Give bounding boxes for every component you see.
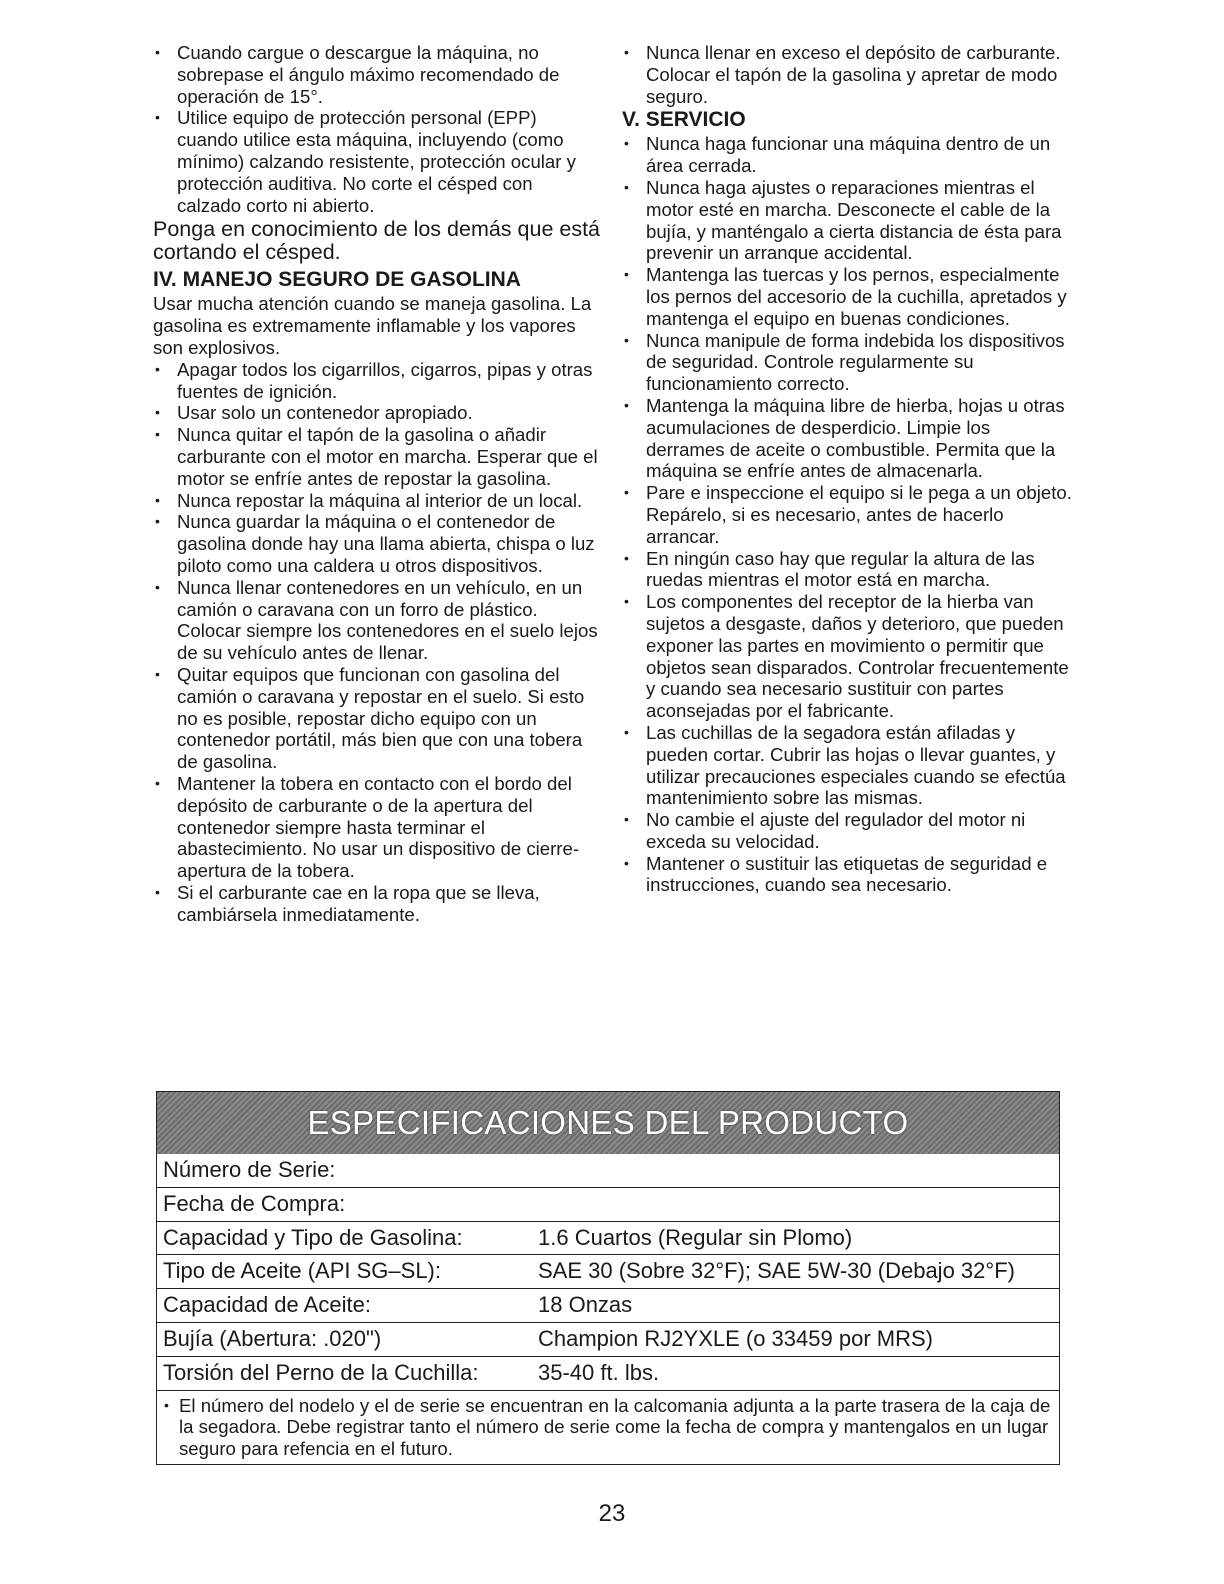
spec-label: Fecha de Compra: bbox=[163, 1190, 346, 1216]
section-iv-bullet-list bbox=[153, 359, 601, 926]
table-row bbox=[157, 1222, 1059, 1256]
list-item: • Quitar equipos que funcionan con gasolina del camión o caravana y repostar en el suelo. Si esto no es posible, repostar dicho equipo con un contenedor portátil, más bien que con una tobera de gasolina. bbox=[153, 664, 601, 773]
table-row bbox=[157, 1154, 1059, 1188]
specs-note: • El número del nodelo y el de serie se encuentran en la calcomania adjunta a la parte trasera de la caja de la segadora. Debe registrar tanto el número de serie come la fecha de compra y mantengalos en un lugar seguro para refencia en el futuro. bbox=[157, 1391, 1059, 1460]
spec-label: Bujía (Abertura: .020") bbox=[163, 1325, 382, 1351]
list-item: • No cambie el ajuste del regulador del motor ni exceda su velocidad. bbox=[622, 809, 1072, 853]
table-row bbox=[157, 1255, 1059, 1289]
list-item: • Mantenga las tuercas y los pernos, especialmente los pernos del accesorio de la cuchilla, apretados y mantenga el equipo en buenas condiciones. bbox=[622, 264, 1072, 329]
table-row bbox=[157, 1357, 1059, 1391]
right-column bbox=[622, 42, 1072, 896]
spec-value: Champion RJ2YXLE (o 33459 por MRS) bbox=[538, 1325, 933, 1351]
intro-bullet-list bbox=[153, 42, 601, 216]
top-bullet-list bbox=[622, 42, 1072, 107]
list-item: • Nunca quitar el tapón de la gasolina o añadir carburante con el motor en marcha. Esperar que el motor se enfríe antes de repostar la gasolina. bbox=[153, 424, 601, 489]
list-item: • Apagar todos los cigarrillos, cigarros, pipas y otras fuentes de ignición. bbox=[153, 359, 601, 403]
section-iv-heading: IV. MANEJO SEGURO DE GASOLINA bbox=[153, 268, 521, 292]
list-item: • Nunca llenar contenedores en un vehículo, en un camión o caravana con un forro de plástico. Colocar siempre los contenedores en el suelo lejos de su vehículo antes de llenar. bbox=[153, 577, 601, 664]
list-item: • Mantenga la máquina libre de hierba, hojas u otras acumulaciones de desperdicio. Limpie los derrames de aceite o combustible. Permita que la máquina se enfríe antes de almacenarla. bbox=[622, 395, 1072, 482]
list-item: • Nunca repostar la máquina al interior de un local. bbox=[153, 490, 601, 512]
left-column bbox=[153, 42, 601, 925]
list-item: • Nunca guardar la máquina o el contenedor de gasolina donde hay una llama abierta, chispa o luz piloto como una caldera u otros dispositivos. bbox=[153, 511, 601, 576]
list-item: • Pare e inspeccione el equipo si le pega a un objeto. Repárelo, si es necesario, antes de hacerlo arrancar. bbox=[622, 482, 1072, 547]
section-v-bullet-list bbox=[622, 133, 1072, 896]
list-item: • Nunca haga funcionar una máquina dentro de un área cerrada. bbox=[622, 133, 1072, 177]
section-iv-intro: Usar mucha atención cuando se maneja gasolina. La gasolina es extremamente inflamable y los vapores son explosivos. bbox=[153, 293, 592, 358]
product-specs-table bbox=[156, 1091, 1060, 1465]
list-item: • Si el carburante cae en la ropa que se lleva, cambiársela inmediatamente. bbox=[153, 882, 601, 926]
list-item: • Mantener o sustituir las etiquetas de seguridad e instrucciones, cuando sea necesario. bbox=[622, 853, 1072, 897]
spec-label: Capacidad y Tipo de Gasolina: bbox=[163, 1224, 463, 1250]
list-item: • Los componentes del receptor de la hierba van sujetos a desgaste, daños y deterioro, que pueden exponer las partes en movimiento o permitir que objetos sean disparados. Controlar frecuentemente y cuando sea necesario sustituir con partes aconsejadas por el fabricante. bbox=[622, 591, 1072, 722]
list-item: • En ningún caso hay que regular la altura de las ruedas mientras el motor está en marcha. bbox=[622, 548, 1072, 592]
list-item: • Usar solo un contenedor apropiado. bbox=[153, 402, 601, 424]
list-item: • Cuando cargue o descargue la máquina, no sobrepase el ángulo máximo recomendado de operación de 15°. bbox=[153, 42, 601, 107]
lead-text: Ponga en conocimiento de los demás que está cortando el césped. bbox=[153, 217, 601, 265]
list-item: • Las cuchillas de la segadora están afiladas y pueden cortar. Cubrir las hojas o llevar guantes, y utilizar precauciones especiales cuando se efectúa mantenimiento sobre las mismas. bbox=[622, 722, 1072, 809]
spec-label: Capacidad de Aceite: bbox=[163, 1292, 371, 1318]
section-v-heading: V. SERVICIO bbox=[622, 108, 746, 132]
spec-label: Torsión del Perno de la Cuchilla: bbox=[163, 1359, 479, 1385]
list-item: • Mantener la tobera en contacto con el bordo del depósito de carburante o de la apertura del contenedor siempre hasta terminar el abastecimiento. No usar un dispositivo de cierre-apertura de la tobera. bbox=[153, 773, 601, 882]
table-row bbox=[157, 1323, 1059, 1357]
table-row bbox=[157, 1188, 1059, 1222]
spec-label: Número de Serie: bbox=[163, 1157, 336, 1182]
spec-label: Tipo de Aceite (API SG–SL): bbox=[163, 1258, 441, 1284]
specs-title: ESPECIFICACIONES DEL PRODUCTO bbox=[157, 1092, 1059, 1154]
spec-value: SAE 30 (Sobre 32°F); SAE 5W-30 (Debajo 32°F) bbox=[538, 1258, 1015, 1284]
list-item: • Utilice equipo de protección personal (EPP) cuando utilice esta máquina, incluyendo (como mínimo) calzando resistente, protección ocular y protección auditiva. No corte el césped con calzado corto ni abierto. bbox=[153, 107, 601, 216]
list-item: • Nunca manipule de forma indebida los dispositivos de seguridad. Controle regularmente su funcionamiento correcto. bbox=[622, 330, 1072, 395]
spec-value: 1.6 Cuartos (Regular sin Plomo) bbox=[538, 1224, 853, 1250]
spec-value: 18 Onzas bbox=[538, 1292, 633, 1318]
list-item: • Nunca haga ajustes o reparaciones mientras el motor esté en marcha. Desconecte el cable de la bujía, y manténgalo a cierta distancia de ésta para prevenir un arranque accidental. bbox=[622, 177, 1072, 264]
spec-value: 35-40 ft. lbs. bbox=[538, 1359, 660, 1385]
page-number: 23 bbox=[598, 1500, 626, 1527]
list-item: • Nunca llenar en exceso el depósito de carburante. Colocar el tapón de la gasolina y apretar de modo seguro. bbox=[622, 42, 1072, 107]
table-row bbox=[157, 1289, 1059, 1323]
